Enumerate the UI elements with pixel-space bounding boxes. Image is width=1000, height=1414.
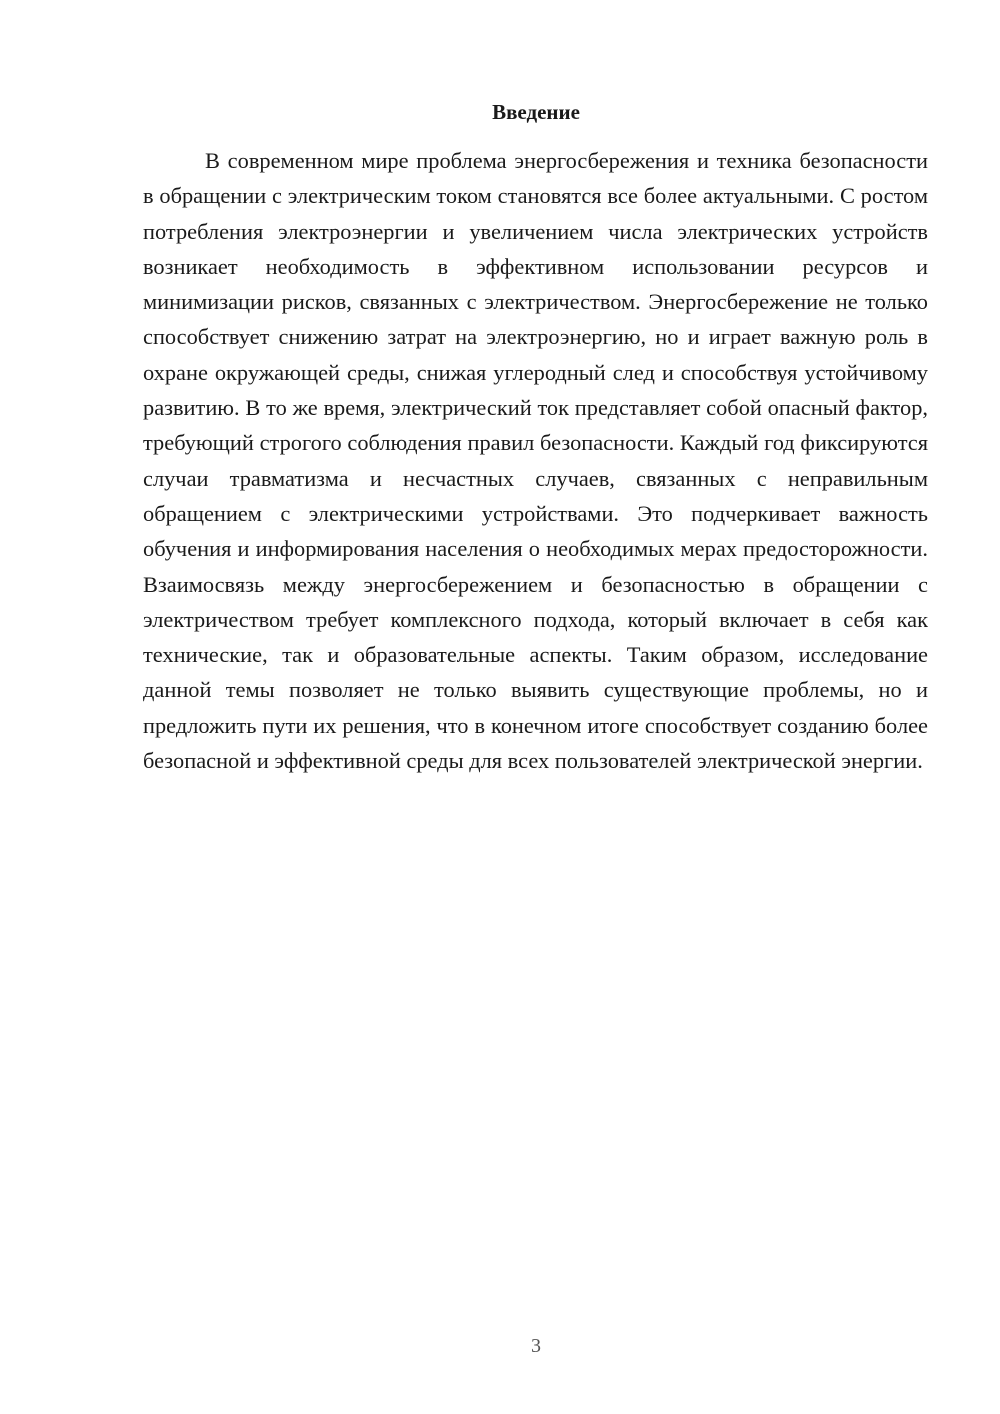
page-number: 3 (531, 1335, 541, 1357)
section-title: Введение (492, 100, 580, 124)
introduction-paragraph: В современном мире проблема энергосбережения и техника безопасности в обращении с электрическим током становятся все более актуальными. С ростом потребления электроэнергии и увеличением числа электрических устройств возникает необходимость в эффективном использовании ресурсов и минимизации рисков, связанных с электричеством. Энергосбережение не только способствует снижению затрат на электроэнергию, но и играет важную роль в охране окружающей среды, снижая углеродный след и способствуя устойчивому развитию. В то же время, электрический ток представляет собой опасный фактор, требующий строгого соблюдения правил безопасности. Каждый год фиксируются случаи травматизма и несчастных случаев, связанных с неправильным обращением с электрическими устройствами. Это подчеркивает важность обучения и информирования населения о необходимых мерах предосторожности. Взаимосвязь между энергосбережением и безопасностью в обращении с электричеством требует комплексного подхода, который включает в себя как технические, так и образовательные аспекты. Таким образом, исследование данной темы позволяет не только выявить существующие проблемы, но и предложить пути их решения, что в конечном итоге способствует созданию более безопасной и эффективной среды для всех пользователей электрической энергии. (143, 148, 928, 774)
